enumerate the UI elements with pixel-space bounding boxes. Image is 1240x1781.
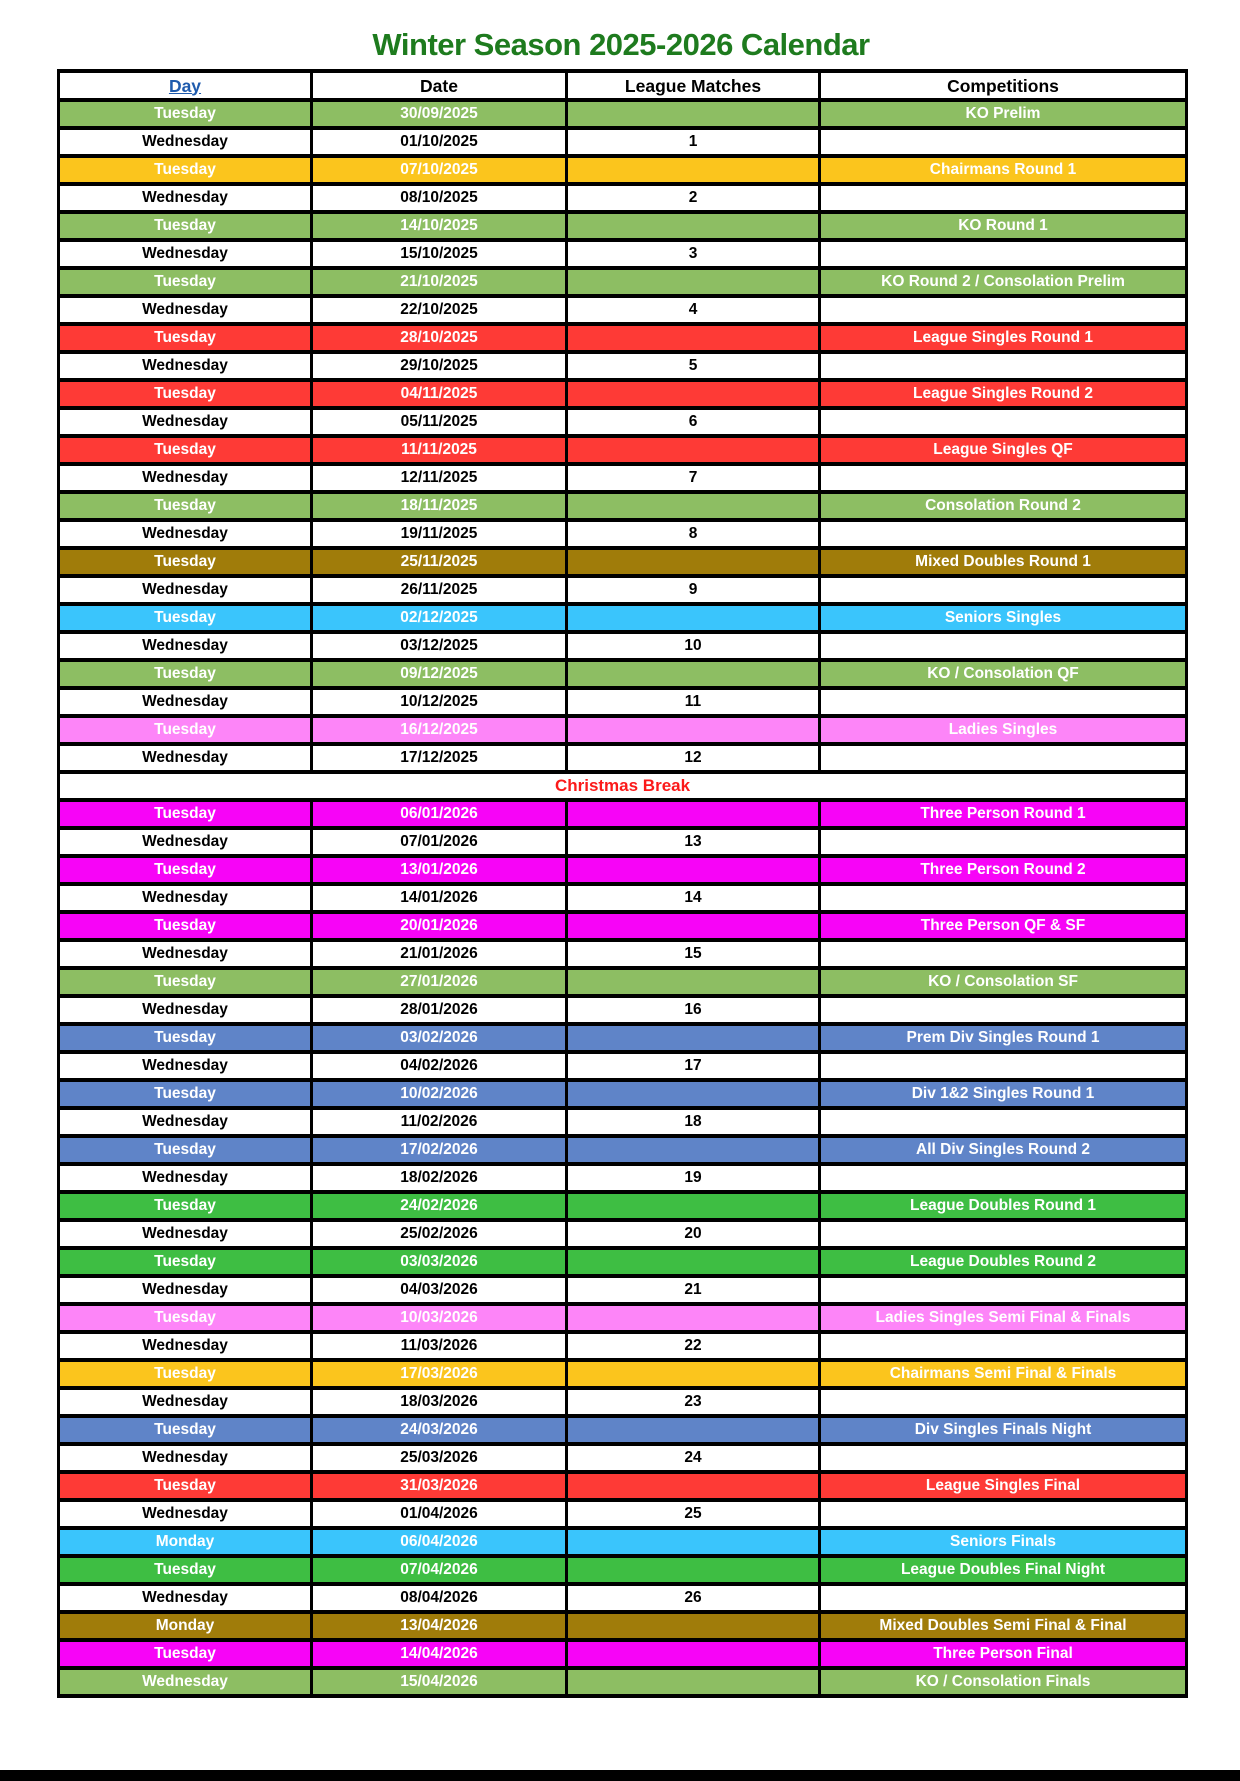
match-count-cell bbox=[567, 156, 820, 184]
competition-cell: Div 1&2 Singles Round 1 bbox=[820, 1080, 1187, 1108]
competition-cell: KO / Consolation Finals bbox=[820, 1668, 1187, 1696]
competition-cell: League Singles Final bbox=[820, 1472, 1187, 1500]
competition-cell: KO / Consolation SF bbox=[820, 968, 1187, 996]
date-cell: 11/03/2026 bbox=[312, 1332, 567, 1360]
competition-cell: Ladies Singles Semi Final & Finals bbox=[820, 1304, 1187, 1332]
competition-cell bbox=[820, 240, 1187, 268]
competition-cell: Mixed Doubles Round 1 bbox=[820, 548, 1187, 576]
date-cell: 13/04/2026 bbox=[312, 1612, 567, 1640]
match-count-cell bbox=[567, 436, 820, 464]
break-label: Christmas Break bbox=[59, 772, 1187, 800]
day-cell: Tuesday bbox=[59, 968, 312, 996]
match-count-cell: 26 bbox=[567, 1584, 820, 1612]
day-cell: Tuesday bbox=[59, 1640, 312, 1668]
date-cell: 04/02/2026 bbox=[312, 1052, 567, 1080]
date-cell: 26/11/2025 bbox=[312, 576, 567, 604]
calendar-row bbox=[59, 520, 1187, 548]
competition-cell: Three Person Round 1 bbox=[820, 800, 1187, 828]
competition-cell: KO Prelim bbox=[820, 100, 1187, 128]
competition-cell bbox=[820, 884, 1187, 912]
day-cell: Wednesday bbox=[59, 1500, 312, 1528]
date-cell: 31/03/2026 bbox=[312, 1472, 567, 1500]
day-cell: Wednesday bbox=[59, 1108, 312, 1136]
match-count-cell bbox=[567, 800, 820, 828]
day-cell: Wednesday bbox=[59, 996, 312, 1024]
competition-cell bbox=[820, 688, 1187, 716]
calendar-row bbox=[59, 184, 1187, 212]
calendar-row bbox=[59, 1640, 1187, 1668]
match-count-cell: 2 bbox=[567, 184, 820, 212]
day-cell: Wednesday bbox=[59, 1444, 312, 1472]
date-cell: 04/03/2026 bbox=[312, 1276, 567, 1304]
date-cell: 15/04/2026 bbox=[312, 1668, 567, 1696]
day-cell: Tuesday bbox=[59, 912, 312, 940]
date-cell: 04/11/2025 bbox=[312, 380, 567, 408]
calendar-row bbox=[59, 1668, 1187, 1696]
date-cell: 14/04/2026 bbox=[312, 1640, 567, 1668]
page-break-bar bbox=[0, 1770, 1240, 1781]
calendar-row bbox=[59, 1360, 1187, 1388]
match-count-cell bbox=[567, 1024, 820, 1052]
day-cell: Wednesday bbox=[59, 184, 312, 212]
competition-cell: All Div Singles Round 2 bbox=[820, 1136, 1187, 1164]
day-cell: Tuesday bbox=[59, 324, 312, 352]
competition-cell: League Doubles Round 2 bbox=[820, 1248, 1187, 1276]
day-cell: Wednesday bbox=[59, 408, 312, 436]
day-cell: Tuesday bbox=[59, 856, 312, 884]
calendar-row bbox=[59, 828, 1187, 856]
day-cell: Monday bbox=[59, 1528, 312, 1556]
day-cell: Wednesday bbox=[59, 1584, 312, 1612]
calendar-row bbox=[59, 1276, 1187, 1304]
competition-cell bbox=[820, 296, 1187, 324]
match-count-cell bbox=[567, 1248, 820, 1276]
day-cell: Tuesday bbox=[59, 1360, 312, 1388]
competition-cell: League Singles QF bbox=[820, 436, 1187, 464]
competition-cell bbox=[820, 1444, 1187, 1472]
calendar-row bbox=[59, 1528, 1187, 1556]
calendar-row bbox=[59, 912, 1187, 940]
competition-cell bbox=[820, 184, 1187, 212]
calendar-row bbox=[59, 856, 1187, 884]
date-cell: 24/02/2026 bbox=[312, 1192, 567, 1220]
calendar-row bbox=[59, 716, 1187, 744]
match-count-cell bbox=[567, 268, 820, 296]
match-count-cell: 8 bbox=[567, 520, 820, 548]
day-cell: Wednesday bbox=[59, 1388, 312, 1416]
day-cell: Tuesday bbox=[59, 1556, 312, 1584]
day-cell: Wednesday bbox=[59, 1332, 312, 1360]
date-cell: 18/03/2026 bbox=[312, 1388, 567, 1416]
competition-cell bbox=[820, 996, 1187, 1024]
calendar-row bbox=[59, 156, 1187, 184]
date-cell: 11/02/2026 bbox=[312, 1108, 567, 1136]
day-cell: Wednesday bbox=[59, 296, 312, 324]
day-cell: Wednesday bbox=[59, 128, 312, 156]
match-count-cell: 1 bbox=[567, 128, 820, 156]
match-count-cell: 15 bbox=[567, 940, 820, 968]
calendar-row bbox=[59, 1556, 1187, 1584]
date-cell: 03/02/2026 bbox=[312, 1024, 567, 1052]
match-count-cell bbox=[567, 1556, 820, 1584]
match-count-cell: 25 bbox=[567, 1500, 820, 1528]
date-cell: 11/11/2025 bbox=[312, 436, 567, 464]
match-count-cell: 20 bbox=[567, 1220, 820, 1248]
day-cell: Tuesday bbox=[59, 268, 312, 296]
match-count-cell: 12 bbox=[567, 744, 820, 772]
day-cell: Wednesday bbox=[59, 828, 312, 856]
match-count-cell bbox=[567, 1472, 820, 1500]
match-count-cell bbox=[567, 1304, 820, 1332]
match-count-cell: 9 bbox=[567, 576, 820, 604]
competition-cell bbox=[820, 1052, 1187, 1080]
match-count-cell: 13 bbox=[567, 828, 820, 856]
date-cell: 14/01/2026 bbox=[312, 884, 567, 912]
date-cell: 10/12/2025 bbox=[312, 688, 567, 716]
competition-cell: Three Person Final bbox=[820, 1640, 1187, 1668]
day-cell: Tuesday bbox=[59, 1248, 312, 1276]
calendar-row bbox=[59, 436, 1187, 464]
column-header-date: Date bbox=[312, 71, 567, 100]
day-cell: Wednesday bbox=[59, 884, 312, 912]
date-cell: 02/12/2025 bbox=[312, 604, 567, 632]
day-cell: Tuesday bbox=[59, 212, 312, 240]
day-cell: Tuesday bbox=[59, 1472, 312, 1500]
day-cell: Tuesday bbox=[59, 716, 312, 744]
competition-cell: Consolation Round 2 bbox=[820, 492, 1187, 520]
calendar-row bbox=[59, 1472, 1187, 1500]
day-cell: Wednesday bbox=[59, 576, 312, 604]
match-count-cell: 10 bbox=[567, 632, 820, 660]
competition-cell: Three Person Round 2 bbox=[820, 856, 1187, 884]
calendar-row bbox=[59, 1388, 1187, 1416]
calendar-row bbox=[59, 940, 1187, 968]
match-count-cell: 17 bbox=[567, 1052, 820, 1080]
date-cell: 06/01/2026 bbox=[312, 800, 567, 828]
competition-cell: League Singles Round 2 bbox=[820, 380, 1187, 408]
match-count-cell bbox=[567, 1360, 820, 1388]
calendar-row bbox=[59, 324, 1187, 352]
match-count-cell bbox=[567, 1192, 820, 1220]
date-cell: 17/12/2025 bbox=[312, 744, 567, 772]
day-cell: Wednesday bbox=[59, 1052, 312, 1080]
match-count-cell: 3 bbox=[567, 240, 820, 268]
calendar-row bbox=[59, 100, 1187, 128]
competition-cell: KO Round 2 / Consolation Prelim bbox=[820, 268, 1187, 296]
day-cell: Wednesday bbox=[59, 688, 312, 716]
calendar-row bbox=[59, 408, 1187, 436]
date-cell: 07/01/2026 bbox=[312, 828, 567, 856]
competition-cell: Seniors Singles bbox=[820, 604, 1187, 632]
day-cell: Tuesday bbox=[59, 548, 312, 576]
calendar-row bbox=[59, 632, 1187, 660]
date-cell: 17/02/2026 bbox=[312, 1136, 567, 1164]
competition-cell bbox=[820, 1500, 1187, 1528]
calendar-row bbox=[59, 1444, 1187, 1472]
season-calendar-table bbox=[57, 69, 1188, 1698]
calendar-row bbox=[59, 1024, 1187, 1052]
header-row bbox=[59, 71, 1187, 100]
match-count-cell bbox=[567, 212, 820, 240]
date-cell: 25/02/2026 bbox=[312, 1220, 567, 1248]
match-count-cell: 21 bbox=[567, 1276, 820, 1304]
date-cell: 06/04/2026 bbox=[312, 1528, 567, 1556]
day-cell: Tuesday bbox=[59, 492, 312, 520]
competition-cell: Div Singles Finals Night bbox=[820, 1416, 1187, 1444]
date-cell: 30/09/2025 bbox=[312, 100, 567, 128]
competition-cell bbox=[820, 940, 1187, 968]
day-cell: Tuesday bbox=[59, 100, 312, 128]
day-cell: Wednesday bbox=[59, 1276, 312, 1304]
match-count-cell bbox=[567, 1136, 820, 1164]
day-cell: Wednesday bbox=[59, 744, 312, 772]
date-cell: 15/10/2025 bbox=[312, 240, 567, 268]
match-count-cell: 5 bbox=[567, 352, 820, 380]
column-header-league-matches: League Matches bbox=[567, 71, 820, 100]
date-cell: 22/10/2025 bbox=[312, 296, 567, 324]
match-count-cell: 23 bbox=[567, 1388, 820, 1416]
match-count-cell: 24 bbox=[567, 1444, 820, 1472]
calendar-row bbox=[59, 744, 1187, 772]
day-cell: Wednesday bbox=[59, 520, 312, 548]
competition-cell: Seniors Finals bbox=[820, 1528, 1187, 1556]
competition-cell bbox=[820, 744, 1187, 772]
day-cell: Wednesday bbox=[59, 1220, 312, 1248]
page-title: Winter Season 2025-2026 Calendar bbox=[372, 27, 870, 62]
calendar-row bbox=[59, 1220, 1187, 1248]
calendar-row bbox=[59, 1192, 1187, 1220]
day-header-link[interactable]: Day bbox=[168, 75, 202, 96]
date-cell: 16/12/2025 bbox=[312, 716, 567, 744]
date-cell: 20/01/2026 bbox=[312, 912, 567, 940]
calendar-row bbox=[59, 212, 1187, 240]
calendar-row bbox=[59, 548, 1187, 576]
date-cell: 12/11/2025 bbox=[312, 464, 567, 492]
date-cell: 07/04/2026 bbox=[312, 1556, 567, 1584]
calendar-row bbox=[59, 1416, 1187, 1444]
date-cell: 21/01/2026 bbox=[312, 940, 567, 968]
match-count-cell bbox=[567, 912, 820, 940]
calendar-row bbox=[59, 1052, 1187, 1080]
match-count-cell bbox=[567, 548, 820, 576]
day-cell: Tuesday bbox=[59, 380, 312, 408]
date-cell: 14/10/2025 bbox=[312, 212, 567, 240]
competition-cell: KO / Consolation QF bbox=[820, 660, 1187, 688]
date-cell: 09/12/2025 bbox=[312, 660, 567, 688]
day-cell: Wednesday bbox=[59, 1668, 312, 1696]
match-count-cell bbox=[567, 1612, 820, 1640]
competition-cell bbox=[820, 1164, 1187, 1192]
match-count-cell: 18 bbox=[567, 1108, 820, 1136]
calendar-row bbox=[59, 996, 1187, 1024]
match-count-cell: 14 bbox=[567, 884, 820, 912]
date-cell: 27/01/2026 bbox=[312, 968, 567, 996]
calendar-row bbox=[59, 604, 1187, 632]
date-cell: 19/11/2025 bbox=[312, 520, 567, 548]
date-cell: 07/10/2025 bbox=[312, 156, 567, 184]
competition-cell: League Singles Round 1 bbox=[820, 324, 1187, 352]
match-count-cell bbox=[567, 1640, 820, 1668]
day-cell: Tuesday bbox=[59, 1192, 312, 1220]
competition-cell: League Doubles Round 1 bbox=[820, 1192, 1187, 1220]
match-count-cell: 7 bbox=[567, 464, 820, 492]
calendar-row bbox=[59, 296, 1187, 324]
calendar-row bbox=[59, 800, 1187, 828]
match-count-cell: 22 bbox=[567, 1332, 820, 1360]
calendar-row bbox=[59, 464, 1187, 492]
match-count-cell: 4 bbox=[567, 296, 820, 324]
break-row bbox=[59, 772, 1187, 800]
competition-cell bbox=[820, 1388, 1187, 1416]
competition-cell bbox=[820, 632, 1187, 660]
date-cell: 10/03/2026 bbox=[312, 1304, 567, 1332]
day-cell: Tuesday bbox=[59, 1024, 312, 1052]
date-cell: 25/03/2026 bbox=[312, 1444, 567, 1472]
match-count-cell: 16 bbox=[567, 996, 820, 1024]
day-cell: Wednesday bbox=[59, 632, 312, 660]
date-cell: 08/10/2025 bbox=[312, 184, 567, 212]
column-header-day[interactable] bbox=[59, 71, 312, 100]
day-cell: Monday bbox=[59, 1612, 312, 1640]
day-cell: Wednesday bbox=[59, 240, 312, 268]
match-count-cell bbox=[567, 716, 820, 744]
date-cell: 29/10/2025 bbox=[312, 352, 567, 380]
date-cell: 17/03/2026 bbox=[312, 1360, 567, 1388]
day-cell: Wednesday bbox=[59, 1164, 312, 1192]
match-count-cell bbox=[567, 1528, 820, 1556]
match-count-cell: 19 bbox=[567, 1164, 820, 1192]
competition-cell bbox=[820, 828, 1187, 856]
calendar-row bbox=[59, 1500, 1187, 1528]
date-cell: 28/10/2025 bbox=[312, 324, 567, 352]
calendar-row bbox=[59, 1612, 1187, 1640]
date-cell: 28/01/2026 bbox=[312, 996, 567, 1024]
competition-cell: KO Round 1 bbox=[820, 212, 1187, 240]
day-cell: Tuesday bbox=[59, 1136, 312, 1164]
column-header-competitions: Competitions bbox=[820, 71, 1187, 100]
match-count-cell bbox=[567, 380, 820, 408]
date-cell: 18/11/2025 bbox=[312, 492, 567, 520]
competition-cell bbox=[820, 576, 1187, 604]
match-count-cell bbox=[567, 856, 820, 884]
competition-cell bbox=[820, 1220, 1187, 1248]
calendar-row bbox=[59, 352, 1187, 380]
date-cell: 18/02/2026 bbox=[312, 1164, 567, 1192]
day-cell: Tuesday bbox=[59, 436, 312, 464]
date-cell: 01/04/2026 bbox=[312, 1500, 567, 1528]
calendar-row bbox=[59, 1304, 1187, 1332]
match-count-cell bbox=[567, 100, 820, 128]
match-count-cell bbox=[567, 1668, 820, 1696]
calendar-row bbox=[59, 1584, 1187, 1612]
calendar-row bbox=[59, 1248, 1187, 1276]
day-cell: Tuesday bbox=[59, 800, 312, 828]
competition-cell bbox=[820, 128, 1187, 156]
competition-cell bbox=[820, 1584, 1187, 1612]
calendar-row bbox=[59, 268, 1187, 296]
calendar-row bbox=[59, 688, 1187, 716]
competition-cell bbox=[820, 408, 1187, 436]
date-cell: 21/10/2025 bbox=[312, 268, 567, 296]
calendar-row bbox=[59, 660, 1187, 688]
competition-cell bbox=[820, 520, 1187, 548]
date-cell: 10/02/2026 bbox=[312, 1080, 567, 1108]
match-count-cell bbox=[567, 604, 820, 632]
day-cell: Wednesday bbox=[59, 352, 312, 380]
date-cell: 03/03/2026 bbox=[312, 1248, 567, 1276]
day-cell: Tuesday bbox=[59, 604, 312, 632]
competition-cell bbox=[820, 1276, 1187, 1304]
competition-cell bbox=[820, 464, 1187, 492]
date-cell: 13/01/2026 bbox=[312, 856, 567, 884]
date-cell: 05/11/2025 bbox=[312, 408, 567, 436]
calendar-row bbox=[59, 576, 1187, 604]
competition-cell bbox=[820, 1332, 1187, 1360]
match-count-cell bbox=[567, 1080, 820, 1108]
day-cell: Tuesday bbox=[59, 1416, 312, 1444]
competition-cell bbox=[820, 352, 1187, 380]
match-count-cell: 11 bbox=[567, 688, 820, 716]
date-cell: 03/12/2025 bbox=[312, 632, 567, 660]
day-cell: Wednesday bbox=[59, 940, 312, 968]
match-count-cell bbox=[567, 968, 820, 996]
calendar-row bbox=[59, 1332, 1187, 1360]
match-count-cell bbox=[567, 660, 820, 688]
day-cell: Tuesday bbox=[59, 1080, 312, 1108]
competition-cell: Chairmans Semi Final & Finals bbox=[820, 1360, 1187, 1388]
competition-cell: Chairmans Round 1 bbox=[820, 156, 1187, 184]
calendar-row bbox=[59, 492, 1187, 520]
day-cell: Tuesday bbox=[59, 1304, 312, 1332]
competition-cell: Ladies Singles bbox=[820, 716, 1187, 744]
day-cell: Tuesday bbox=[59, 156, 312, 184]
calendar-rows bbox=[59, 100, 1187, 1696]
calendar-row bbox=[59, 240, 1187, 268]
competition-cell: Prem Div Singles Round 1 bbox=[820, 1024, 1187, 1052]
match-count-cell bbox=[567, 324, 820, 352]
date-cell: 25/11/2025 bbox=[312, 548, 567, 576]
match-count-cell bbox=[567, 1416, 820, 1444]
date-cell: 24/03/2026 bbox=[312, 1416, 567, 1444]
calendar-row bbox=[59, 884, 1187, 912]
competition-cell bbox=[820, 1108, 1187, 1136]
date-cell: 08/04/2026 bbox=[312, 1584, 567, 1612]
calendar-row bbox=[59, 380, 1187, 408]
date-cell: 01/10/2025 bbox=[312, 128, 567, 156]
competition-cell: Mixed Doubles Semi Final & Final bbox=[820, 1612, 1187, 1640]
calendar-row bbox=[59, 1108, 1187, 1136]
competition-cell: Three Person QF & SF bbox=[820, 912, 1187, 940]
calendar-row bbox=[59, 1080, 1187, 1108]
calendar-row bbox=[59, 128, 1187, 156]
calendar-row bbox=[59, 1136, 1187, 1164]
calendar-row bbox=[59, 968, 1187, 996]
day-cell: Tuesday bbox=[59, 660, 312, 688]
day-cell: Wednesday bbox=[59, 464, 312, 492]
competition-cell: League Doubles Final Night bbox=[820, 1556, 1187, 1584]
match-count-cell bbox=[567, 492, 820, 520]
calendar-row bbox=[59, 1164, 1187, 1192]
match-count-cell: 6 bbox=[567, 408, 820, 436]
